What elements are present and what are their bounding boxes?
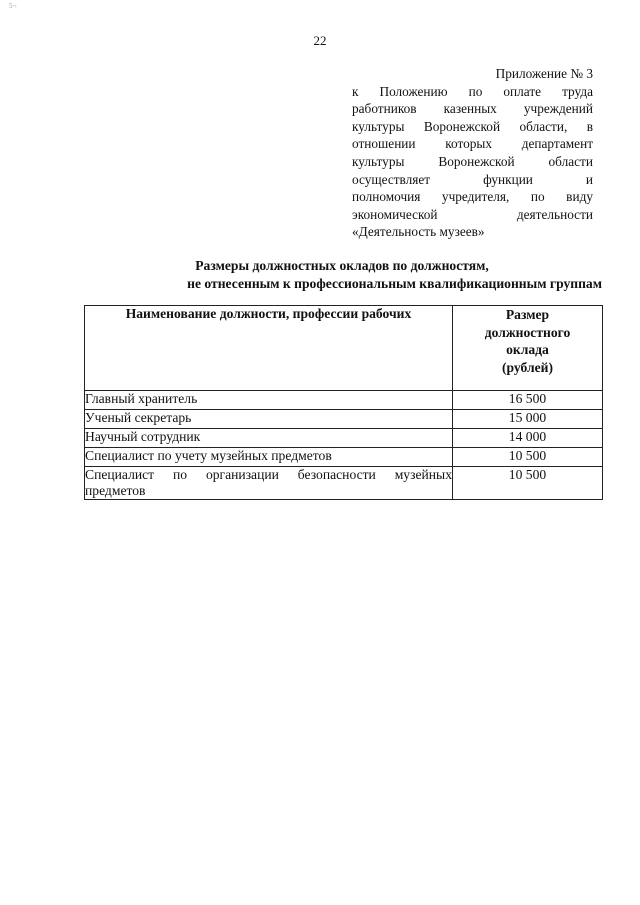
header-amount-line: оклада: [506, 342, 549, 357]
appendix-line: экономической деятельности: [352, 206, 593, 222]
table-row: [85, 467, 603, 500]
heading-line: не отнесенным к профессиональным квалификационным группам: [187, 276, 602, 291]
table-row: [85, 448, 603, 467]
appendix-line: культуры Воронежской области, в: [352, 118, 593, 134]
appendix-line: работников казенных учреждений: [352, 101, 593, 117]
page-number: 22: [313, 33, 327, 48]
appendix-title: Приложение № 3: [495, 66, 593, 81]
appendix-line: к Положению по оплате труда: [352, 83, 593, 99]
salary-amount: 14 000: [453, 429, 603, 448]
salary-amount: 10 500: [453, 448, 603, 467]
header-salary-amount: [453, 306, 603, 391]
salary-table: [84, 305, 603, 500]
table-row: [85, 391, 603, 410]
appendix-line: «Деятельность музеев»: [352, 224, 485, 240]
table-header-row: [85, 306, 603, 391]
header-amount-line: (рублей): [501, 359, 553, 375]
header-position-name: Наименование должности, профессии рабочих: [85, 306, 453, 391]
appendix-block: [352, 65, 593, 241]
header-amount-line: должностного: [484, 324, 571, 340]
table-row: [85, 410, 603, 429]
position-name: Главный хранитель: [85, 391, 453, 410]
document-heading: [82, 257, 602, 293]
position-name: Научный сотрудник: [85, 429, 453, 448]
header-amount-line: Размер: [505, 307, 550, 322]
appendix-line: отношении которых департамент: [352, 136, 593, 152]
position-name: Специалист по учету музейных предметов: [85, 448, 453, 467]
salary-amount: 16 500: [453, 391, 603, 410]
appendix-line: полномочия учредителя, по виду: [352, 189, 593, 205]
appendix-line: культуры Воронежской области: [352, 153, 593, 169]
corner-mark: 5¬: [9, 2, 17, 10]
position-name: Специалист по организации безопасности музейных предметов: [85, 467, 452, 498]
table-row: [85, 429, 603, 448]
appendix-line: осуществляет функции и: [352, 171, 593, 187]
salary-amount: 15 000: [453, 410, 603, 429]
position-name: Ученый секретарь: [85, 410, 453, 429]
heading-line: Размеры должностных окладов по должностям,: [195, 258, 489, 273]
salary-amount: 10 500: [453, 467, 603, 500]
